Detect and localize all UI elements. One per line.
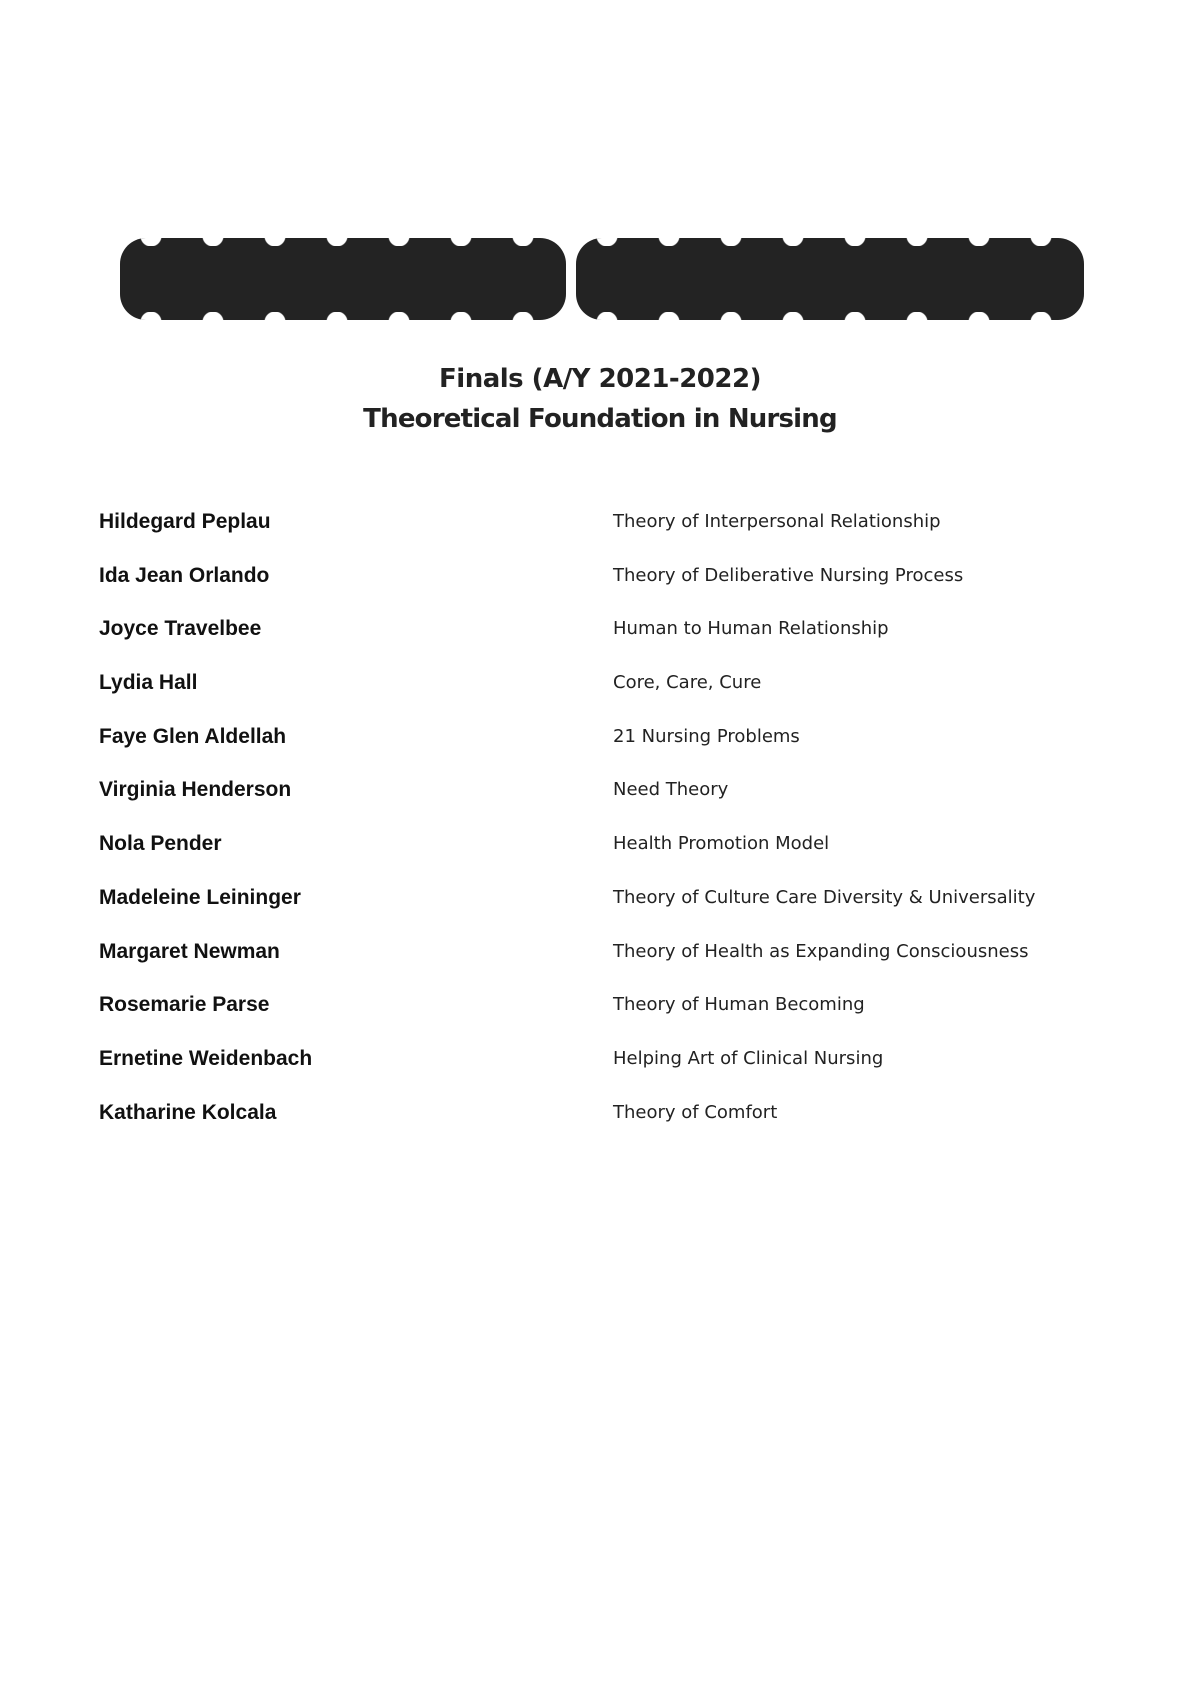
theory-name: Helping Art of Clinical Nursing bbox=[613, 1047, 884, 1069]
list-item bbox=[99, 1101, 1099, 1155]
theory-name: Human to Human Relationship bbox=[613, 618, 889, 640]
theorist-name: Katharine Kolcala bbox=[99, 1100, 277, 1124]
redaction-block bbox=[120, 238, 566, 320]
theory-name: Need Theory bbox=[613, 779, 729, 801]
exam-title: Finals (A/Y 2021-2022) bbox=[439, 364, 761, 394]
theorist-name: Margaret Newman bbox=[99, 939, 280, 963]
theory-name: Theory of Health as Expanding Consciousness bbox=[613, 940, 1029, 962]
theorist-name: Nola Pender bbox=[99, 832, 222, 856]
list-item bbox=[99, 940, 1099, 994]
theorist-list bbox=[99, 510, 1099, 1154]
theorist-name: Ernetine Weidenbach bbox=[99, 1046, 313, 1070]
theorist-name: Lydia Hall bbox=[99, 671, 198, 695]
theorist-name: Ida Jean Orlando bbox=[99, 563, 270, 587]
theory-name: Theory of Interpersonal Relationship bbox=[613, 511, 941, 532]
theory-name: Core, Care, Cure bbox=[613, 672, 762, 694]
list-item bbox=[99, 993, 1099, 1047]
list-item bbox=[99, 886, 1099, 940]
theory-name: 21 Nursing Problems bbox=[613, 725, 800, 747]
redaction-block bbox=[576, 238, 1084, 320]
list-item bbox=[99, 510, 1099, 564]
course-title: Theoretical Foundation in Nursing bbox=[363, 404, 837, 434]
theorist-name: Madeleine Leininger bbox=[99, 885, 301, 909]
list-item bbox=[99, 725, 1099, 779]
theory-name: Health Promotion Model bbox=[613, 833, 830, 855]
redacted-title bbox=[120, 238, 1084, 320]
theory-name: Theory of Deliberative Nursing Process bbox=[613, 564, 964, 586]
theorist-name: Faye Glen Aldellah bbox=[99, 724, 287, 748]
theory-name: Theory of Comfort bbox=[613, 1101, 778, 1123]
theory-name: Theory of Human Becoming bbox=[613, 994, 865, 1016]
list-item bbox=[99, 671, 1099, 725]
list-item bbox=[99, 832, 1099, 886]
theorist-name: Virginia Henderson bbox=[99, 778, 292, 802]
theory-name: Theory of Culture Care Diversity & Universality bbox=[613, 886, 1036, 908]
list-item bbox=[99, 617, 1099, 671]
list-item bbox=[99, 1047, 1099, 1101]
theorist-name: Joyce Travelbee bbox=[99, 617, 262, 641]
list-item bbox=[99, 564, 1099, 618]
theorist-name: Rosemarie Parse bbox=[99, 993, 270, 1017]
list-item bbox=[99, 778, 1099, 832]
theorist-name: Hildegard Peplau bbox=[99, 510, 271, 533]
